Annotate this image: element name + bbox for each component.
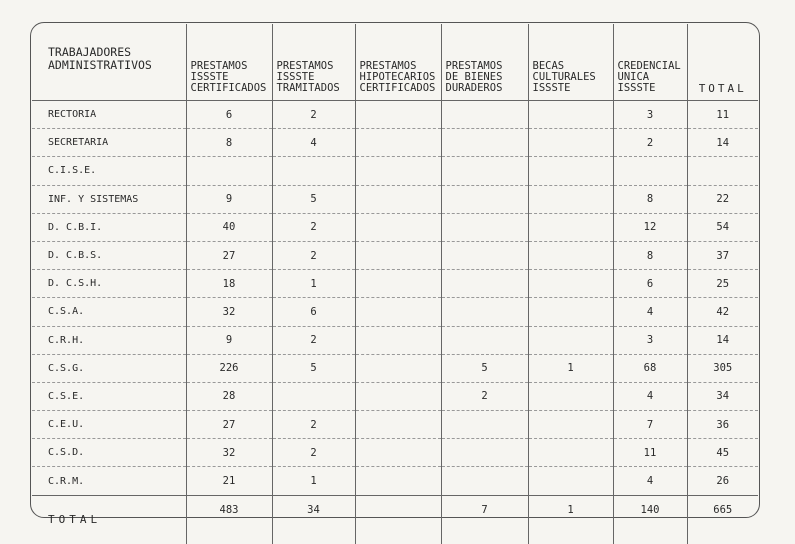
row-label: RECTORIA [32,101,186,129]
row-cell [528,326,613,354]
row-cell [355,129,441,157]
row-cell: 11 [613,439,687,467]
row-cell [613,157,687,185]
row-cell [355,185,441,213]
data-table [32,24,758,544]
row-cell [528,439,613,467]
table-row [32,382,758,410]
row-cell: 1 [528,354,613,382]
row-cell: 2 [272,326,355,354]
row-cell [355,270,441,298]
row-cell: 2 [441,382,528,410]
row-cell [441,411,528,439]
row-cell: 21 [186,467,272,495]
row-cell: 7 [613,411,687,439]
totals-cell: 1 [528,495,613,544]
totals-label: TOTAL [32,495,186,544]
row-cell: 2 [613,129,687,157]
row-cell: 226 [186,354,272,382]
row-cell: 34 [687,382,758,410]
row-cell: 4 [613,298,687,326]
table-row [32,298,758,326]
table-row [32,101,758,129]
totals-cell: 7 [441,495,528,544]
row-cell: 305 [687,354,758,382]
row-cell: 4 [272,129,355,157]
row-cell: 54 [687,213,758,241]
row-label: C.S.D. [32,439,186,467]
row-label: C.S.G. [32,354,186,382]
row-cell: 37 [687,241,758,269]
row-cell: 2 [272,411,355,439]
row-cell: 9 [186,326,272,354]
table-row [32,411,758,439]
table-row [32,157,758,185]
header-total: TOTAL [687,24,758,101]
row-cell: 1 [272,467,355,495]
row-cell: 14 [687,326,758,354]
row-cell: 2 [272,439,355,467]
row-label: SECRETARIA [32,129,186,157]
row-cell [441,185,528,213]
header-prestamos-issste-tramitados: PRESTAMOS ISSSTE TRAMITADOS [272,24,355,101]
row-cell [441,241,528,269]
row-cell [528,185,613,213]
totals-cell [355,495,441,544]
table-row [32,213,758,241]
row-cell: 2 [272,213,355,241]
row-cell: 9 [186,185,272,213]
row-cell [355,101,441,129]
header-trabajadores: TRABAJADORES ADMINISTRATIVOS [32,24,186,101]
row-cell: 5 [272,354,355,382]
row-cell [355,298,441,326]
table-row [32,241,758,269]
row-cell [355,157,441,185]
row-cell: 11 [687,101,758,129]
row-cell: 36 [687,411,758,439]
row-cell [355,326,441,354]
row-cell [355,382,441,410]
row-cell [186,157,272,185]
row-cell [441,129,528,157]
row-label: C.I.S.E. [32,157,186,185]
row-label: D. C.B.S. [32,241,186,269]
row-cell [441,439,528,467]
table-row [32,270,758,298]
row-cell [528,129,613,157]
row-cell: 42 [687,298,758,326]
header-row [32,24,758,101]
row-cell [441,467,528,495]
row-cell [528,241,613,269]
row-label: C.R.H. [32,326,186,354]
row-cell: 1 [272,270,355,298]
row-cell [355,467,441,495]
row-cell [528,298,613,326]
totals-cell: 483 [186,495,272,544]
row-label: C.S.A. [32,298,186,326]
row-cell: 5 [272,185,355,213]
row-label: C.S.E. [32,382,186,410]
table-row [32,185,758,213]
row-cell: 25 [687,270,758,298]
totals-cell: 140 [613,495,687,544]
row-cell [441,270,528,298]
table-row [32,467,758,495]
row-cell: 27 [186,241,272,269]
row-cell [355,241,441,269]
row-cell: 2 [272,241,355,269]
row-cell: 8 [186,129,272,157]
row-cell: 6 [272,298,355,326]
row-cell: 32 [186,439,272,467]
table-row [32,129,758,157]
row-cell [355,354,441,382]
row-cell: 8 [613,241,687,269]
row-cell [441,101,528,129]
row-cell: 14 [687,129,758,157]
row-cell: 6 [613,270,687,298]
row-cell: 2 [272,101,355,129]
table-row [32,354,758,382]
row-cell: 4 [613,467,687,495]
row-cell [528,382,613,410]
row-cell [441,326,528,354]
totals-row [32,495,758,544]
row-cell: 40 [186,213,272,241]
row-cell: 26 [687,467,758,495]
row-cell [528,467,613,495]
row-label: D. C.S.H. [32,270,186,298]
row-cell: 18 [186,270,272,298]
row-cell: 28 [186,382,272,410]
row-cell [528,270,613,298]
row-cell: 8 [613,185,687,213]
row-cell: 32 [186,298,272,326]
header-credencial-unica: CREDENCIAL UNICA ISSSTE [613,24,687,101]
row-cell: 5 [441,354,528,382]
row-cell [355,411,441,439]
totals-cell: 665 [687,495,758,544]
row-cell [441,298,528,326]
row-cell: 12 [613,213,687,241]
row-cell: 22 [687,185,758,213]
row-cell [528,411,613,439]
row-cell: 6 [186,101,272,129]
table-row [32,439,758,467]
row-cell [441,213,528,241]
header-prestamos-bienes-duraderos: PRESTAMOS DE BIENES DURADEROS [441,24,528,101]
row-cell: 68 [613,354,687,382]
header-prestamos-hipotecarios: PRESTAMOS HIPOTECARIOS CERTIFICADOS [355,24,441,101]
row-cell [355,213,441,241]
totals-cell: 34 [272,495,355,544]
row-cell [687,157,758,185]
row-cell [355,439,441,467]
row-cell [441,157,528,185]
row-label: C.E.U. [32,411,186,439]
row-cell [272,157,355,185]
row-label: C.R.M. [32,467,186,495]
header-becas-culturales: BECAS CULTURALES ISSSTE [528,24,613,101]
row-cell: 3 [613,101,687,129]
table-row [32,326,758,354]
row-label: D. C.B.I. [32,213,186,241]
header-prestamos-issste-certificados: PRESTAMOS ISSSTE CERTIFICADOS [186,24,272,101]
row-label: INF. Y SISTEMAS [32,185,186,213]
row-cell: 4 [613,382,687,410]
row-cell: 27 [186,411,272,439]
row-cell [528,101,613,129]
row-cell: 3 [613,326,687,354]
row-cell: 45 [687,439,758,467]
row-cell [272,382,355,410]
row-cell [528,157,613,185]
row-cell [528,213,613,241]
